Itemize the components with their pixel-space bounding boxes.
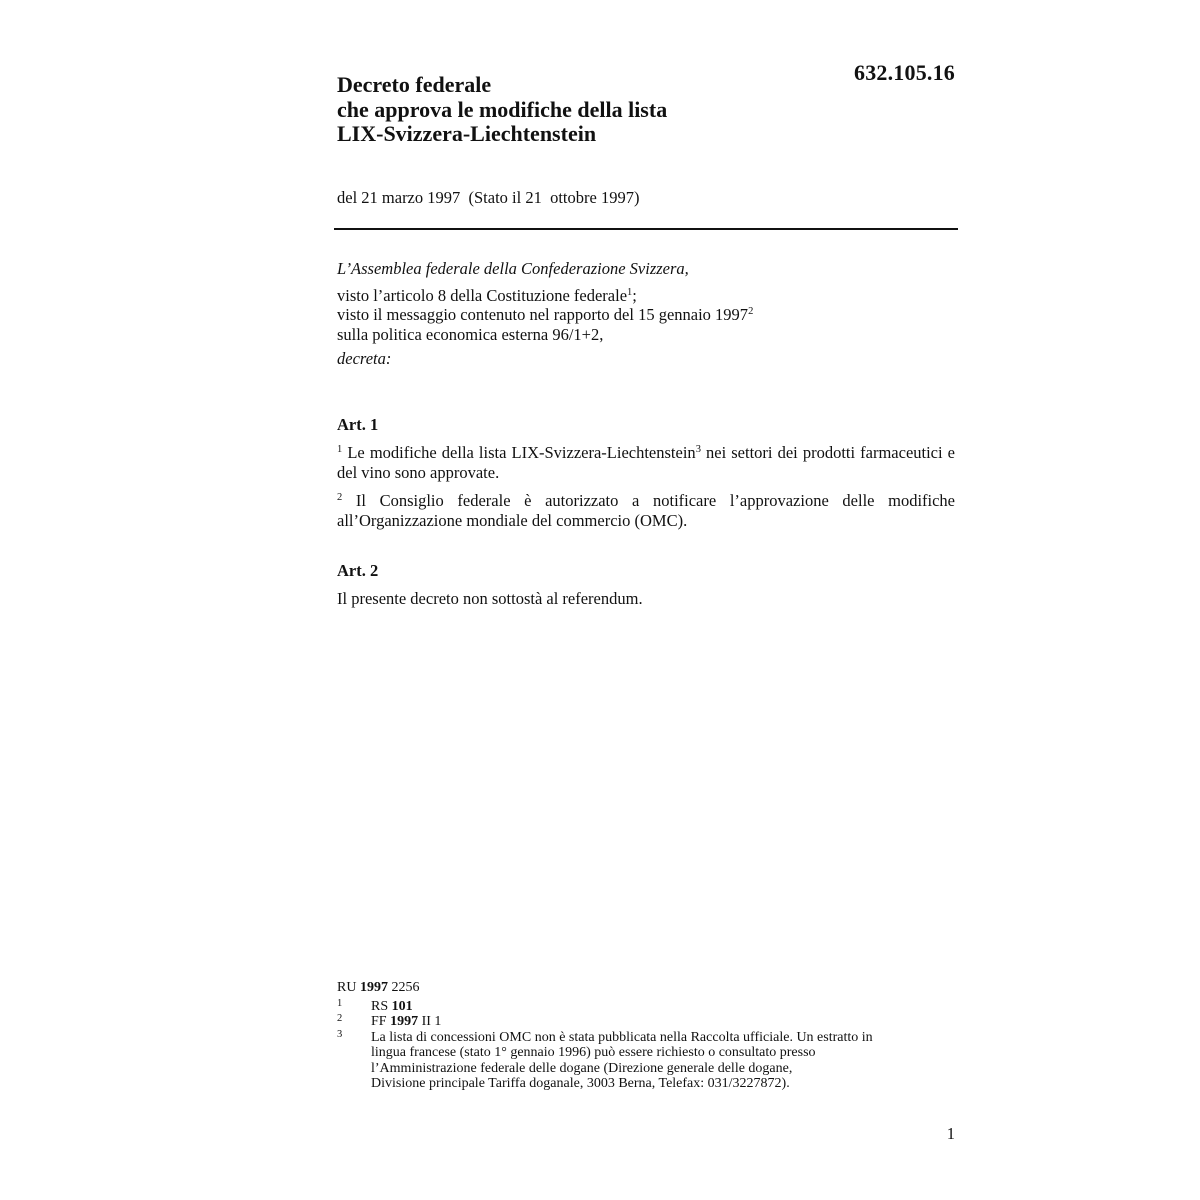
footnote-item (337, 1030, 957, 1092)
footnote-ru (337, 980, 957, 996)
footnote-text: FF (371, 1014, 391, 1029)
title-line: LIX-Svizzera-Liechtenstein (337, 121, 597, 146)
footnote-ref: 3 (695, 444, 701, 455)
footnote-line: lingua francese (stato 1° gennaio 1996) può essere richiesto o consultato presso (371, 1045, 816, 1060)
preamble-decreta: decreta: (337, 349, 392, 368)
preamble-line (337, 305, 957, 325)
page-number: 1 (946, 1124, 955, 1143)
ru-year: 1997 (359, 980, 388, 995)
article-1-title: Art. 1 (337, 415, 379, 434)
article-2-title: Art. 2 (337, 561, 379, 580)
paragraph-text: nei settori dei prodotti farmaceutici e del vino sono approvate. (337, 443, 955, 482)
footnote-line: La lista di concessioni OMC non è stata pubblicata nella Raccolta ufficiale. Un estratto in (371, 1029, 873, 1045)
document-page (337, 0, 957, 1200)
article-1-paragraph-1 (337, 443, 955, 483)
preamble-line (337, 286, 957, 306)
article-1-paragraph-2 (337, 491, 955, 531)
footnote-ref: 2 (748, 306, 754, 317)
paragraph-number: 1 (337, 444, 343, 455)
title-line: che approva le modifiche della lista (337, 96, 668, 122)
title-divider (334, 228, 958, 230)
paragraph-text: Le modifiche della lista LIX-Svizzera-Liechtenstein (342, 443, 696, 462)
preamble-intro: L’Assemblea federale della Confederazione Svizzera, (337, 259, 689, 278)
paragraph-text: Il Consiglio federale è autorizzato a notificare l’approvazione delle modifiche all’Organizzazione mondiale del commercio (OMC). (337, 491, 955, 530)
ru-prefix: RU (337, 980, 360, 995)
footnote-line: l’Amministrazione federale delle dogane (Direzione generale delle dogane, (371, 1060, 793, 1076)
footnote-item (337, 999, 957, 1015)
preamble-text: visto l’articolo 8 della Costituzione federale (337, 285, 628, 305)
footnote-ref: 1 (627, 286, 633, 298)
title-line: Decreto federale (337, 72, 492, 97)
footnote-line: Divisione principale Tariffa doganale, 3003 Berna, Telefax: 031/3227872). (371, 1076, 790, 1091)
paragraph-number: 2 (337, 492, 343, 503)
footnote-text: RS (371, 998, 392, 1014)
article-2-paragraph: Il presente decreto non sottostà al referendum. (337, 589, 643, 608)
footnote-text: II 1 (418, 1014, 442, 1029)
preamble-text: visto il messaggio contenuto nel rapporto del 15 gennaio 1997 (337, 305, 749, 324)
footnote-number: 1 (337, 997, 343, 1009)
sr-number: 632.105.16 (854, 60, 955, 85)
footnotes (337, 980, 957, 1092)
footnote-bold: 1997 (390, 1014, 419, 1029)
ru-page: 2256 (387, 980, 420, 995)
footnote-number: 2 (337, 1013, 343, 1024)
preamble-text: ; (632, 285, 637, 305)
date-line: del 21 marzo 1997 (Stato il 21 ottobre 1997) (337, 188, 640, 207)
preamble (337, 259, 957, 369)
preamble-line: sulla politica economica esterna 96/1+2, (337, 324, 604, 344)
footnote-item (337, 1014, 957, 1030)
footnote-bold: 101 (391, 998, 413, 1014)
footnote-number: 3 (337, 1028, 343, 1040)
document-title (337, 73, 667, 147)
